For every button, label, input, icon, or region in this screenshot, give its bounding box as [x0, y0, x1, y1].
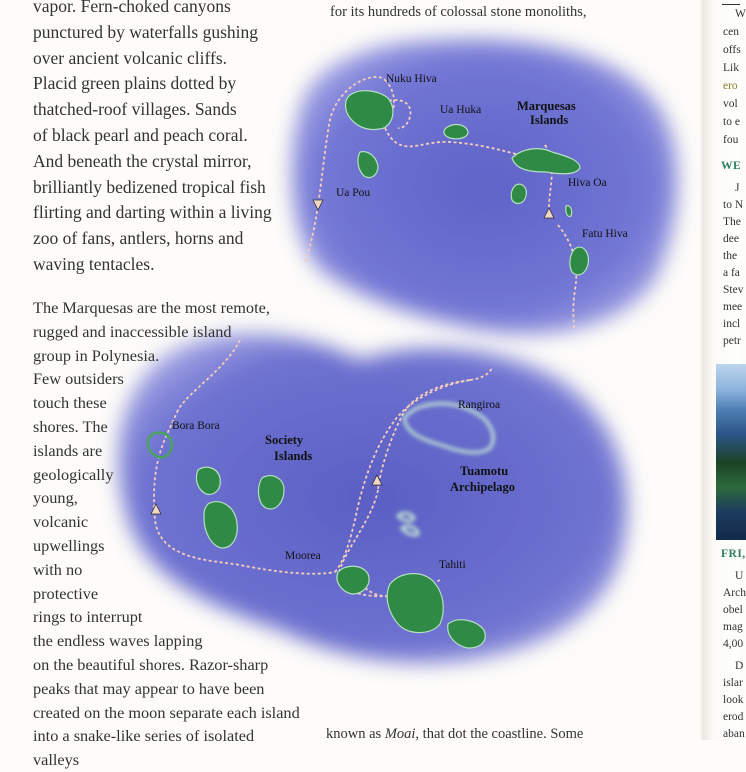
text-line: touch these — [33, 393, 107, 413]
col-line: Lik — [723, 62, 739, 74]
text-line: into a snake-like series of isolated valleys — [33, 726, 255, 770]
text-line: of black pearl and peach coral. — [33, 124, 248, 145]
text-line: thatched-roof villages. Sands — [33, 99, 237, 120]
label-society-1: Society — [265, 433, 304, 447]
label-bora-bora: Bora Bora — [172, 420, 220, 432]
body-paragraph-2 — [33, 296, 301, 772]
col-line: a fa — [723, 267, 740, 279]
text-line: rugged and inaccessible island — [33, 321, 232, 341]
label-society-2: Islands — [274, 449, 313, 463]
text-line: The Marquesas are the most remote, — [33, 298, 270, 317]
text-line: geologically — [33, 464, 114, 484]
label-marquesas-2: Islands — [530, 113, 569, 127]
text-line: with no — [33, 559, 83, 579]
col-line: look — [723, 694, 744, 706]
text-line: on the beautiful shores. Razor-sharp — [33, 654, 269, 674]
label-tuamotu-1: Tuamotu — [460, 464, 509, 478]
col-line: W — [735, 8, 746, 20]
col-line: to e — [723, 116, 740, 128]
text-line: Placid green plains dotted by — [33, 73, 237, 94]
col-line: 4,00 — [723, 638, 744, 650]
text-line: peaks that may appear to have been — [33, 678, 265, 698]
text-line: group in Polynesia. — [33, 345, 160, 365]
text-line: over ancient volcanic cliffs. — [33, 47, 228, 68]
col-line: J — [735, 182, 740, 194]
col-line: incl — [723, 318, 741, 330]
col-line: D — [735, 660, 744, 672]
col-line: aban — [723, 728, 745, 740]
text-line: shores. The — [33, 416, 108, 436]
label-tuamotu-2: Archipelago — [450, 480, 516, 494]
label-rangiroa: Rangiroa — [458, 399, 501, 411]
label-hiva-oa: Hiva Oa — [568, 177, 607, 189]
text-line: protective — [33, 583, 99, 603]
text-line: Few outsiders — [33, 369, 124, 389]
column-photo — [716, 364, 746, 540]
col-line: vol — [723, 98, 738, 110]
text-line: created on the moon separate each island — [33, 702, 300, 722]
text-line: brilliantly bedizened tropical fish — [33, 176, 266, 197]
col-line: Arch — [723, 587, 746, 599]
bottom-caption — [326, 726, 583, 743]
col-line: the — [723, 250, 738, 262]
page-fold-shadow — [702, 0, 712, 740]
col-line: fou — [723, 134, 739, 146]
col-line: U — [735, 570, 744, 582]
bottom-caption-post: , that dot the coastline. Some — [415, 726, 584, 742]
col-line: The — [723, 216, 741, 228]
text-line: zoo of fans, antlers, horns and — [33, 228, 244, 249]
text-line: islands are — [33, 440, 103, 460]
col-line: Stev — [723, 284, 744, 296]
label-ua-huka: Ua Huka — [440, 104, 482, 116]
col-line: mag — [723, 621, 743, 633]
col-line: ero — [723, 80, 738, 92]
label-ua-pou: Ua Pou — [336, 187, 371, 199]
col-line: obel — [723, 604, 743, 616]
text-line: waving tentacles. — [33, 253, 155, 274]
col-line: islar — [723, 677, 743, 689]
column-top-rule — [722, 4, 740, 5]
text-line: flirting and darting within a living — [33, 202, 272, 223]
body-paragraph-1 — [33, 0, 301, 278]
col-heading-1: WE — [721, 160, 742, 172]
col-line: mee — [723, 301, 743, 313]
text-line: the endless waves lapping — [33, 631, 203, 651]
col-heading-2: FRI, — [721, 548, 746, 560]
label-nuku-hiva: Nuku Hiva — [386, 73, 437, 85]
col-line: cen — [723, 26, 739, 38]
text-line: rings to interrupt — [33, 607, 143, 627]
bottom-caption-pre: known as — [326, 726, 385, 742]
text-line: upwellings — [33, 535, 105, 555]
text-line: volcanic — [33, 512, 89, 532]
label-tahiti: Tahiti — [439, 559, 466, 571]
col-line: to N — [723, 199, 744, 211]
col-line: offs — [723, 44, 741, 56]
label-moorea: Moorea — [285, 550, 321, 562]
island-ua-huka — [444, 125, 468, 139]
label-marquesas-1: Marquesas — [517, 99, 576, 113]
col-line: erod — [723, 711, 744, 723]
island-motane — [566, 206, 572, 217]
island-fatu-hiva — [570, 247, 588, 275]
island-tahuata — [511, 184, 526, 203]
top-caption: for its hundreds of colossal stone monoliths, — [330, 4, 587, 20]
label-fatu-hiva: Fatu Hiva — [582, 228, 628, 240]
text-line: punctured by waterfalls gushing — [33, 21, 259, 42]
bottom-caption-italic: Moai — [384, 726, 416, 742]
text-line: young, — [33, 488, 78, 508]
col-line: dee — [723, 233, 739, 245]
col-line: petr — [723, 335, 741, 347]
text-line: vapor. Fern-choked canyons — [33, 0, 231, 16]
text-line: And beneath the crystal mirror, — [33, 150, 252, 171]
